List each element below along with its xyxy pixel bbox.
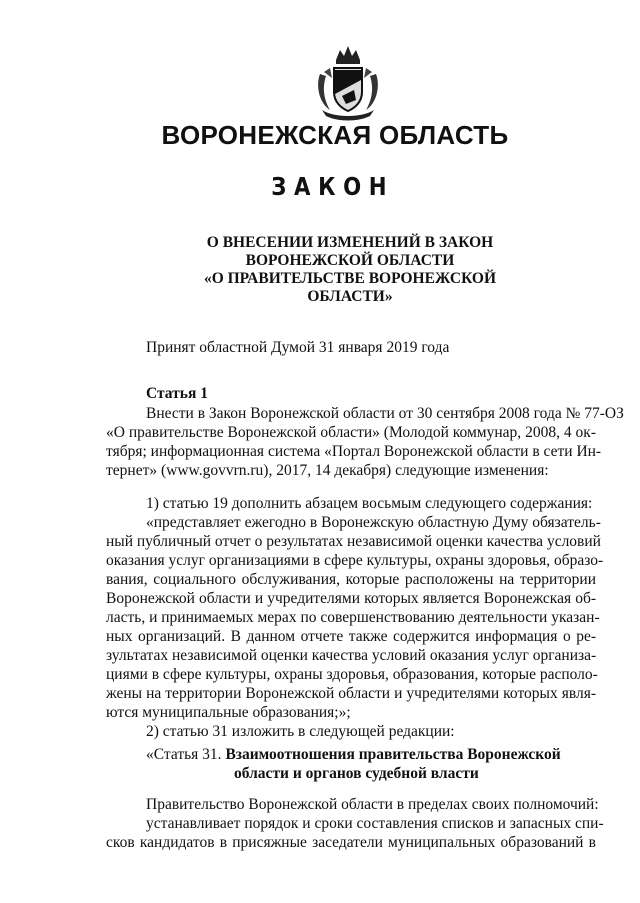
law-title [190,234,510,306]
new-article-title: Взаимоотношения правительства Воронежской [225,746,561,763]
paragraph-line: «представляет ежегодно в Воронежскую областную Думу обязатель- [146,514,601,531]
paragraph-line: тября; информационная система «Портал Воронежской области в сети Ин- [106,443,602,460]
document-type: ЗАКОН [271,172,395,201]
new-article-prefix: «Статья 31. [146,746,222,763]
paragraph-line: ются муниципальные образования;»; [106,704,351,721]
paragraph-line: жены на территории Воронежской области и учредителями которых явля- [106,685,596,702]
paragraph-line: сков кандидатов в присяжные заседатели муниципальных образований в [106,834,596,851]
article-heading: Статья 1 [146,385,208,402]
paragraph-line: ных организаций. В данном отчете также содержится информация о ре- [106,628,596,645]
paragraph-line: вания, социального обслуживания, которые расположены на территории [106,571,596,588]
paragraph-line: тернет» (www.govvrn.ru), 2017, 14 декабря) следующие изменения: [106,462,549,479]
new-article-heading-cont [234,765,479,783]
paragraph-line: Воронежской области и учредителями которых является Воронежская об- [106,590,596,607]
paragraph-line: оказания услуг организациями в сфере культуры, охраны здоровья, образо- [106,552,604,569]
paragraph-line: Внести в Закон Воронежской области от 30 сентября 2008 года № 77-ОЗ [146,405,624,422]
law-title-line: «О ПРАВИТЕЛЬСТВЕ ВОРОНЕЖСКОЙ [203,270,497,287]
region-name: ВОРОНЕЖСКАЯ ОБЛАСТЬ [161,120,509,150]
law-title-line: ОБЛАСТИ» [307,288,393,305]
paragraph-line: «О правительстве Воронежской области» (Молодой коммунар, 2008, 4 ок- [106,424,596,441]
paragraph-line: зультатах независимой оценки качества условий оказания услуг организа- [106,647,597,664]
paragraph-line: устанавливает порядок и сроки составления списков и запасных спи- [146,815,604,832]
law-title-line: ВОРОНЕЖСКОЙ ОБЛАСТИ [245,252,455,269]
coat-of-arms-emblem [312,44,384,122]
paragraph-line: циями в сфере культуры, охраны здоровья, образования, которые располо- [106,666,598,683]
list-item-line: 1) статью 19 дополнить абзацем восьмым следующего содержания: [146,495,593,512]
paragraph-line: Правительство Воронежской области в пределах своих полномочий: [146,796,599,813]
paragraph-line: ный публичный отчет о результатах независимой оценки качества условий [106,533,601,550]
adoption-date: Принят областной Думой 31 января 2019 года [146,339,450,356]
new-article-title: области и органов судебной власти [234,765,479,782]
list-item-line: 2) статью 31 изложить в следующей редакции: [146,723,455,740]
paragraph-line: ласть, и принимаемых мерах по совершенствованию деятельности указан- [106,609,600,626]
law-title-line: О ВНЕСЕНИИ ИЗМЕНЕНИЙ В ЗАКОН [206,234,494,251]
new-article-heading [146,746,561,764]
